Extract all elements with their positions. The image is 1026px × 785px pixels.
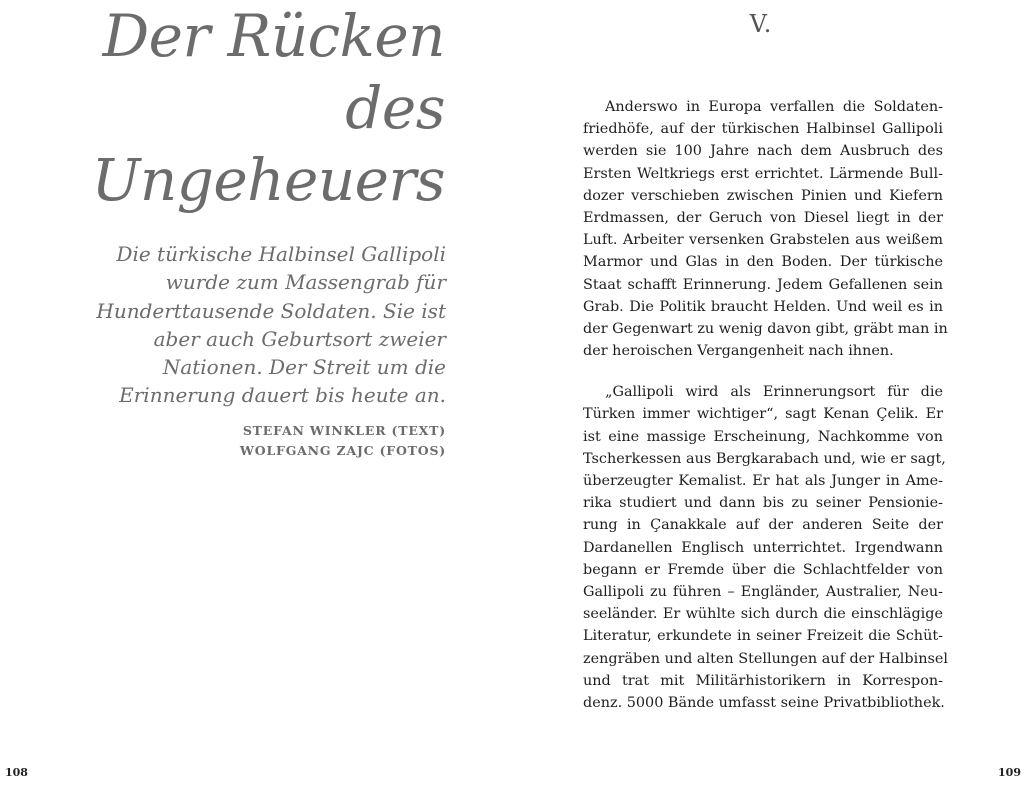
lead-line: Hunderttausende Soldaten. Sie ist <box>96 298 446 323</box>
text-line: werden sie 100 Jahre nach dem Ausbruch des <box>583 143 943 160</box>
text-line: zengräben und alten Stellungen auf der Halbinsel <box>583 650 948 667</box>
text-line: der Gegenwart zu wenig davon gibt, gräbt man in <box>583 320 948 337</box>
lead-line: Erinnerung dauert bis heute an. <box>119 383 446 408</box>
text-line: Marmor und Glas in den Boden. Der türkische <box>583 254 943 271</box>
body-text <box>583 96 948 714</box>
text-line: seeländer. Er wühlte sich durch die einschlägige <box>583 606 943 623</box>
text-line: Grab. Die Politik braucht Helden. Und weil es in <box>583 298 943 315</box>
text-line: Dardanellen Englisch unterrichtet. Irgendwann <box>583 539 943 556</box>
lead-line: Die türkische Halbinsel Gallipoli <box>116 242 446 266</box>
byline <box>200 421 446 460</box>
text-line: Ersten Weltkriegs erst errichtet. Lärmende Bull- <box>583 165 943 182</box>
text-line: rika studiert und dann bis zu seiner Pensionie- <box>583 495 943 512</box>
photographer-credit: WOLFGANG ZAJC (FOTOS) <box>239 442 446 458</box>
text-line: Gallipoli zu führen – Engländer, Australier, Neu- <box>583 583 943 600</box>
paragraph <box>583 381 948 714</box>
text-line: und trat mit Militärhistorikern in Korrespon- <box>583 672 943 689</box>
text-line: denz. 5000 Bände umfasst seine Privatbibliothek. <box>583 694 945 711</box>
page-number-left: 108 <box>5 766 28 779</box>
text-line: Tscherkessen aus Bergkarabach und, wie er sagt, <box>583 450 946 467</box>
text-line: „Gallipoli wird als Erinnerungsort für die <box>605 384 943 401</box>
text-line: Luft. Arbeiter versenken Grabstelen aus weißem <box>583 232 943 249</box>
article-title <box>60 0 445 216</box>
text-line: friedhöfe, auf der türkischen Halbinsel Gallipoli <box>583 121 943 138</box>
right-page <box>513 0 1026 785</box>
text-line: Literatur, erkundete in seiner Freizeit die Schüt- <box>583 628 943 645</box>
text-line: dozer verschieben zwischen Pinien und Kiefern <box>583 187 943 204</box>
page-number-right: 109 <box>998 766 1021 779</box>
text-line: Türken immer wichtiger“, sagt Kenan Çelik. Er <box>583 406 943 423</box>
title-line: Der Rücken <box>102 2 445 70</box>
title-line: des <box>345 74 445 142</box>
title-line: Ungeheuers <box>91 146 445 214</box>
text-line: Erdmassen, der Geruch von Diesel liegt in der <box>583 209 943 226</box>
paragraph <box>583 96 948 362</box>
lead-line: wurde zum Massengrab für <box>165 270 446 295</box>
text-line: begann er Fremde über die Schlachtfelder von <box>583 561 943 578</box>
lead-line: aber auch Geburtsort zweier <box>153 326 446 351</box>
text-line: der heroischen Vergangenheit nach ihnen. <box>583 343 894 360</box>
text-line: Staat schafft Erinnerung. Jedem Gefallenen sein <box>583 276 943 293</box>
text-line: rung in Çanakkale auf der anderen Seite der <box>583 517 943 534</box>
text-line: Anderswo in Europa verfallen die Soldaten- <box>605 99 943 115</box>
article-lead <box>90 240 446 410</box>
lead-line: Nationen. Der Streit um die <box>162 355 446 380</box>
section-number: V. <box>749 10 773 38</box>
text-line: ist eine massige Erscheinung, Nachkomme von <box>583 428 943 445</box>
author-credit: STEFAN WINKLER (TEXT) <box>242 423 446 438</box>
text-line: überzeugter Kemalist. Er hat als Junger in Ame- <box>583 473 943 489</box>
